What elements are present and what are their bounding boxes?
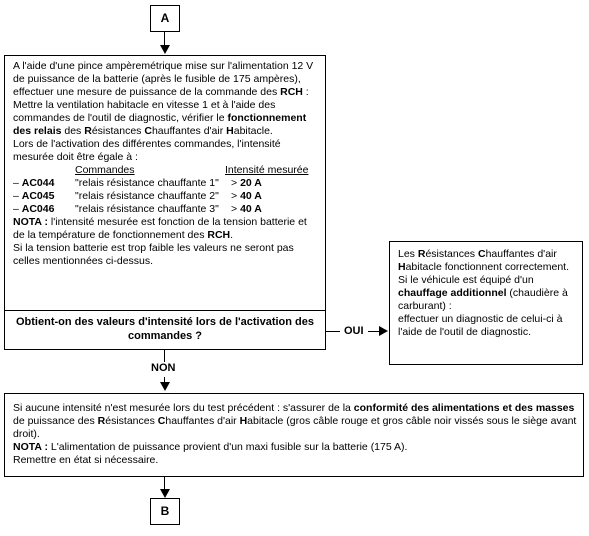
oui-line-1 [326,331,340,332]
table-row: – AC044 "relais résistance chauffante 1" > 20 A [13,177,262,189]
note-text: NOTA : l'intensité mesurée est fonction de la tension batterie et de la température de fonctionnement des RCH. [13,216,307,241]
intro-text: A l'aide d'une pince ampèremétrique mise sur l'alimentation 12 V de puissance de la batterie (après le fusible de 175 ampères), effectuer une mesure de puissance de la commande des RCH : [13,60,314,98]
connector-b [150,498,180,525]
connector-a-label: A [160,11,170,25]
oui-arrow [379,326,388,336]
bottom-text-1: Si aucune intensité n'est mesurée lors du test précédent : s'assurer de la conformité des alimentations et des masses de puissance des Résistances Chauffantes d'air Habitacle (gros câble rouge et gros câble noir vissés sous le siège avant droit). [13,402,577,440]
main-instruction-box [4,55,326,311]
table-row: – AC045 "relais résistance chauffante 2" > 40 A [13,190,262,202]
lors-text: Lors de l'activation des différentes commandes, l'intensité mesurée doit être égale à : [13,138,281,163]
result-line-4: effectuer un diagnostic de celui-ci à l'aide de l'outil de diagnostic. [398,313,563,338]
non-arrow [160,382,170,391]
flow-arrow-b [160,489,170,498]
result-ok-box [389,241,583,365]
result-line-3: Si le véhicule est équipé d'un chauffage additionnel (chaudière à carburant) : [398,274,568,312]
question-text: Obtient-on des valeurs d'intensité lors de l'activation des commandes ? [15,316,315,342]
oui-label: OUI [344,325,364,337]
bottom-note: NOTA : L'alimentation de puissance provient d'un maxi fusible sur la batterie (175 A). [13,441,408,453]
flow-line-a [164,32,165,46]
note2-text: Si la tension batterie est trop faible les valeurs ne seront pas celles mentionnées ci-dessus. [13,242,294,267]
result-line-1: Les Résistances Chauffantes d'air Habitacle fonctionnent correctement. [398,248,570,273]
commands-table [13,164,308,216]
non-line-1 [164,350,165,362]
non-label: NON [151,362,176,374]
table-row: – AC046 "relais résistance chauffante 3" > 40 A [13,203,262,215]
question-box [4,310,326,350]
connector-a [150,5,180,32]
bottom-text-3: Remettre en état si nécessaire. [13,454,159,466]
flow-arrow-a [160,45,170,54]
commands-header [13,164,308,177]
col-intensite: Intensité mesurée [225,164,309,176]
bottom-instruction-box [4,393,584,477]
col-commandes: Commandes [75,164,135,176]
connector-b-label: B [160,504,170,518]
step-text: Mettre la ventilation habitacle en vitesse 1 et à l'aide des commandes de l'outil de diagnostic, vérifier le fonctionnement des relais des Résistances Chauffantes d'air Habitacle. [13,99,307,137]
